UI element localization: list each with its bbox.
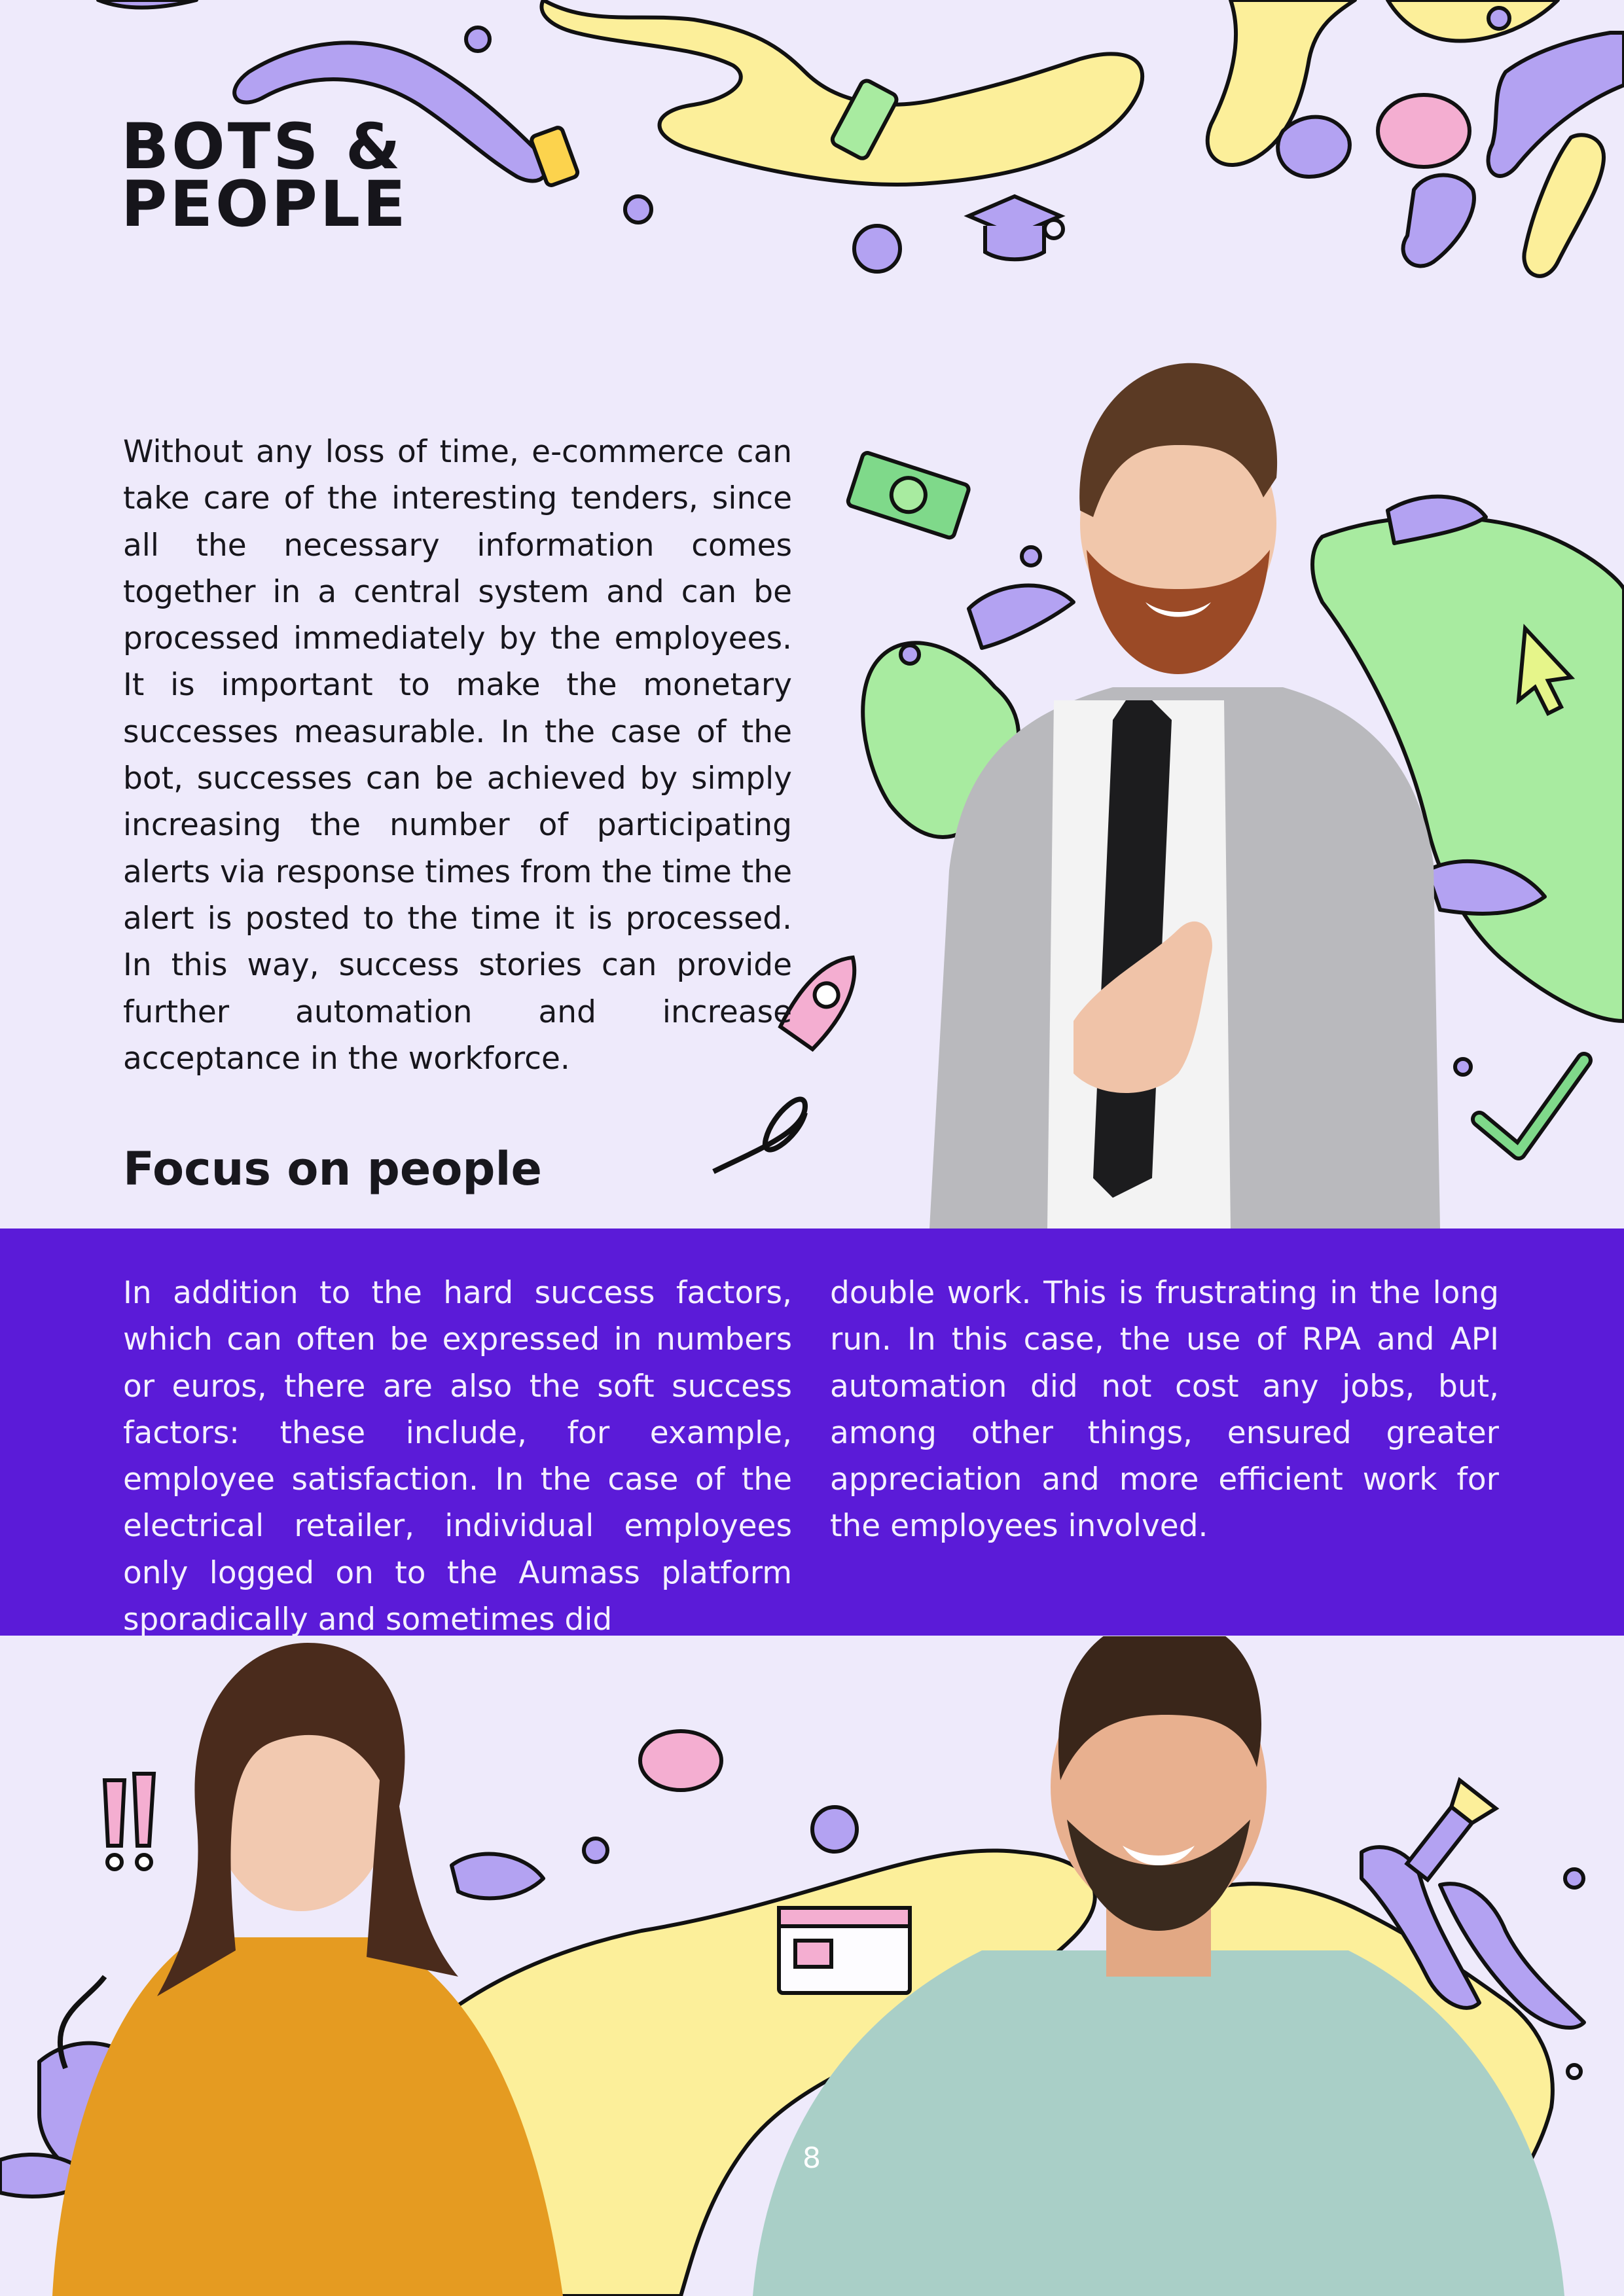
- intro-paragraph: Without any loss of time, e-commerce can take care of the interesting tenders, since all the necessary information comes together in a central system and can be processed immediately by the employees. It is important to make the monetary successes measurable. In the case of the bot, successes can be achieved by simply increasing the number of participating alerts via response times from the time the alert is posted to the time it is processed. In this way, success stories can provide further automation and increase acceptance in the workforce.: [123, 434, 792, 1077]
- brain-icon: [1378, 95, 1470, 167]
- exclamation-icon: [105, 1774, 154, 1869]
- page-title: [121, 110, 408, 241]
- hero-illustration: [707, 327, 1624, 1230]
- focus-column-1: In addition to the hard success factors, which can often be expressed in numbers or euros, there are also the soft success factors: these include, for example, employee satisfaction. In the case of the electrical retailer, individual employees only logged on to the Aumass platform sporadically and sometimes did: [123, 1275, 792, 1638]
- squiggle-doodle: [713, 1100, 805, 1172]
- money-bill-icon: [847, 452, 970, 539]
- section-heading: Focus on people: [123, 1142, 542, 1196]
- title-line-2: PEOPLE: [121, 168, 408, 241]
- photo-woman-yellow-sweater: [52, 1643, 563, 2296]
- title-line-1: BOTS &: [121, 110, 403, 183]
- browser-window-icon: [779, 1908, 910, 1993]
- footer-doodle-illustration: [0, 1636, 1624, 2296]
- flashlight-icon: [1399, 1780, 1496, 1886]
- hero-photo-man-suit: [929, 363, 1440, 1229]
- focus-column-2: double work. This is frustrating in the long run. In this case, the use of RPA and API automation did not cost any jobs, but, among other things, ensured greater appreciation and more efficient work for the employees involved.: [830, 1275, 1499, 1545]
- page-number: 8: [803, 2142, 821, 2175]
- brain-icon: [640, 1731, 721, 1790]
